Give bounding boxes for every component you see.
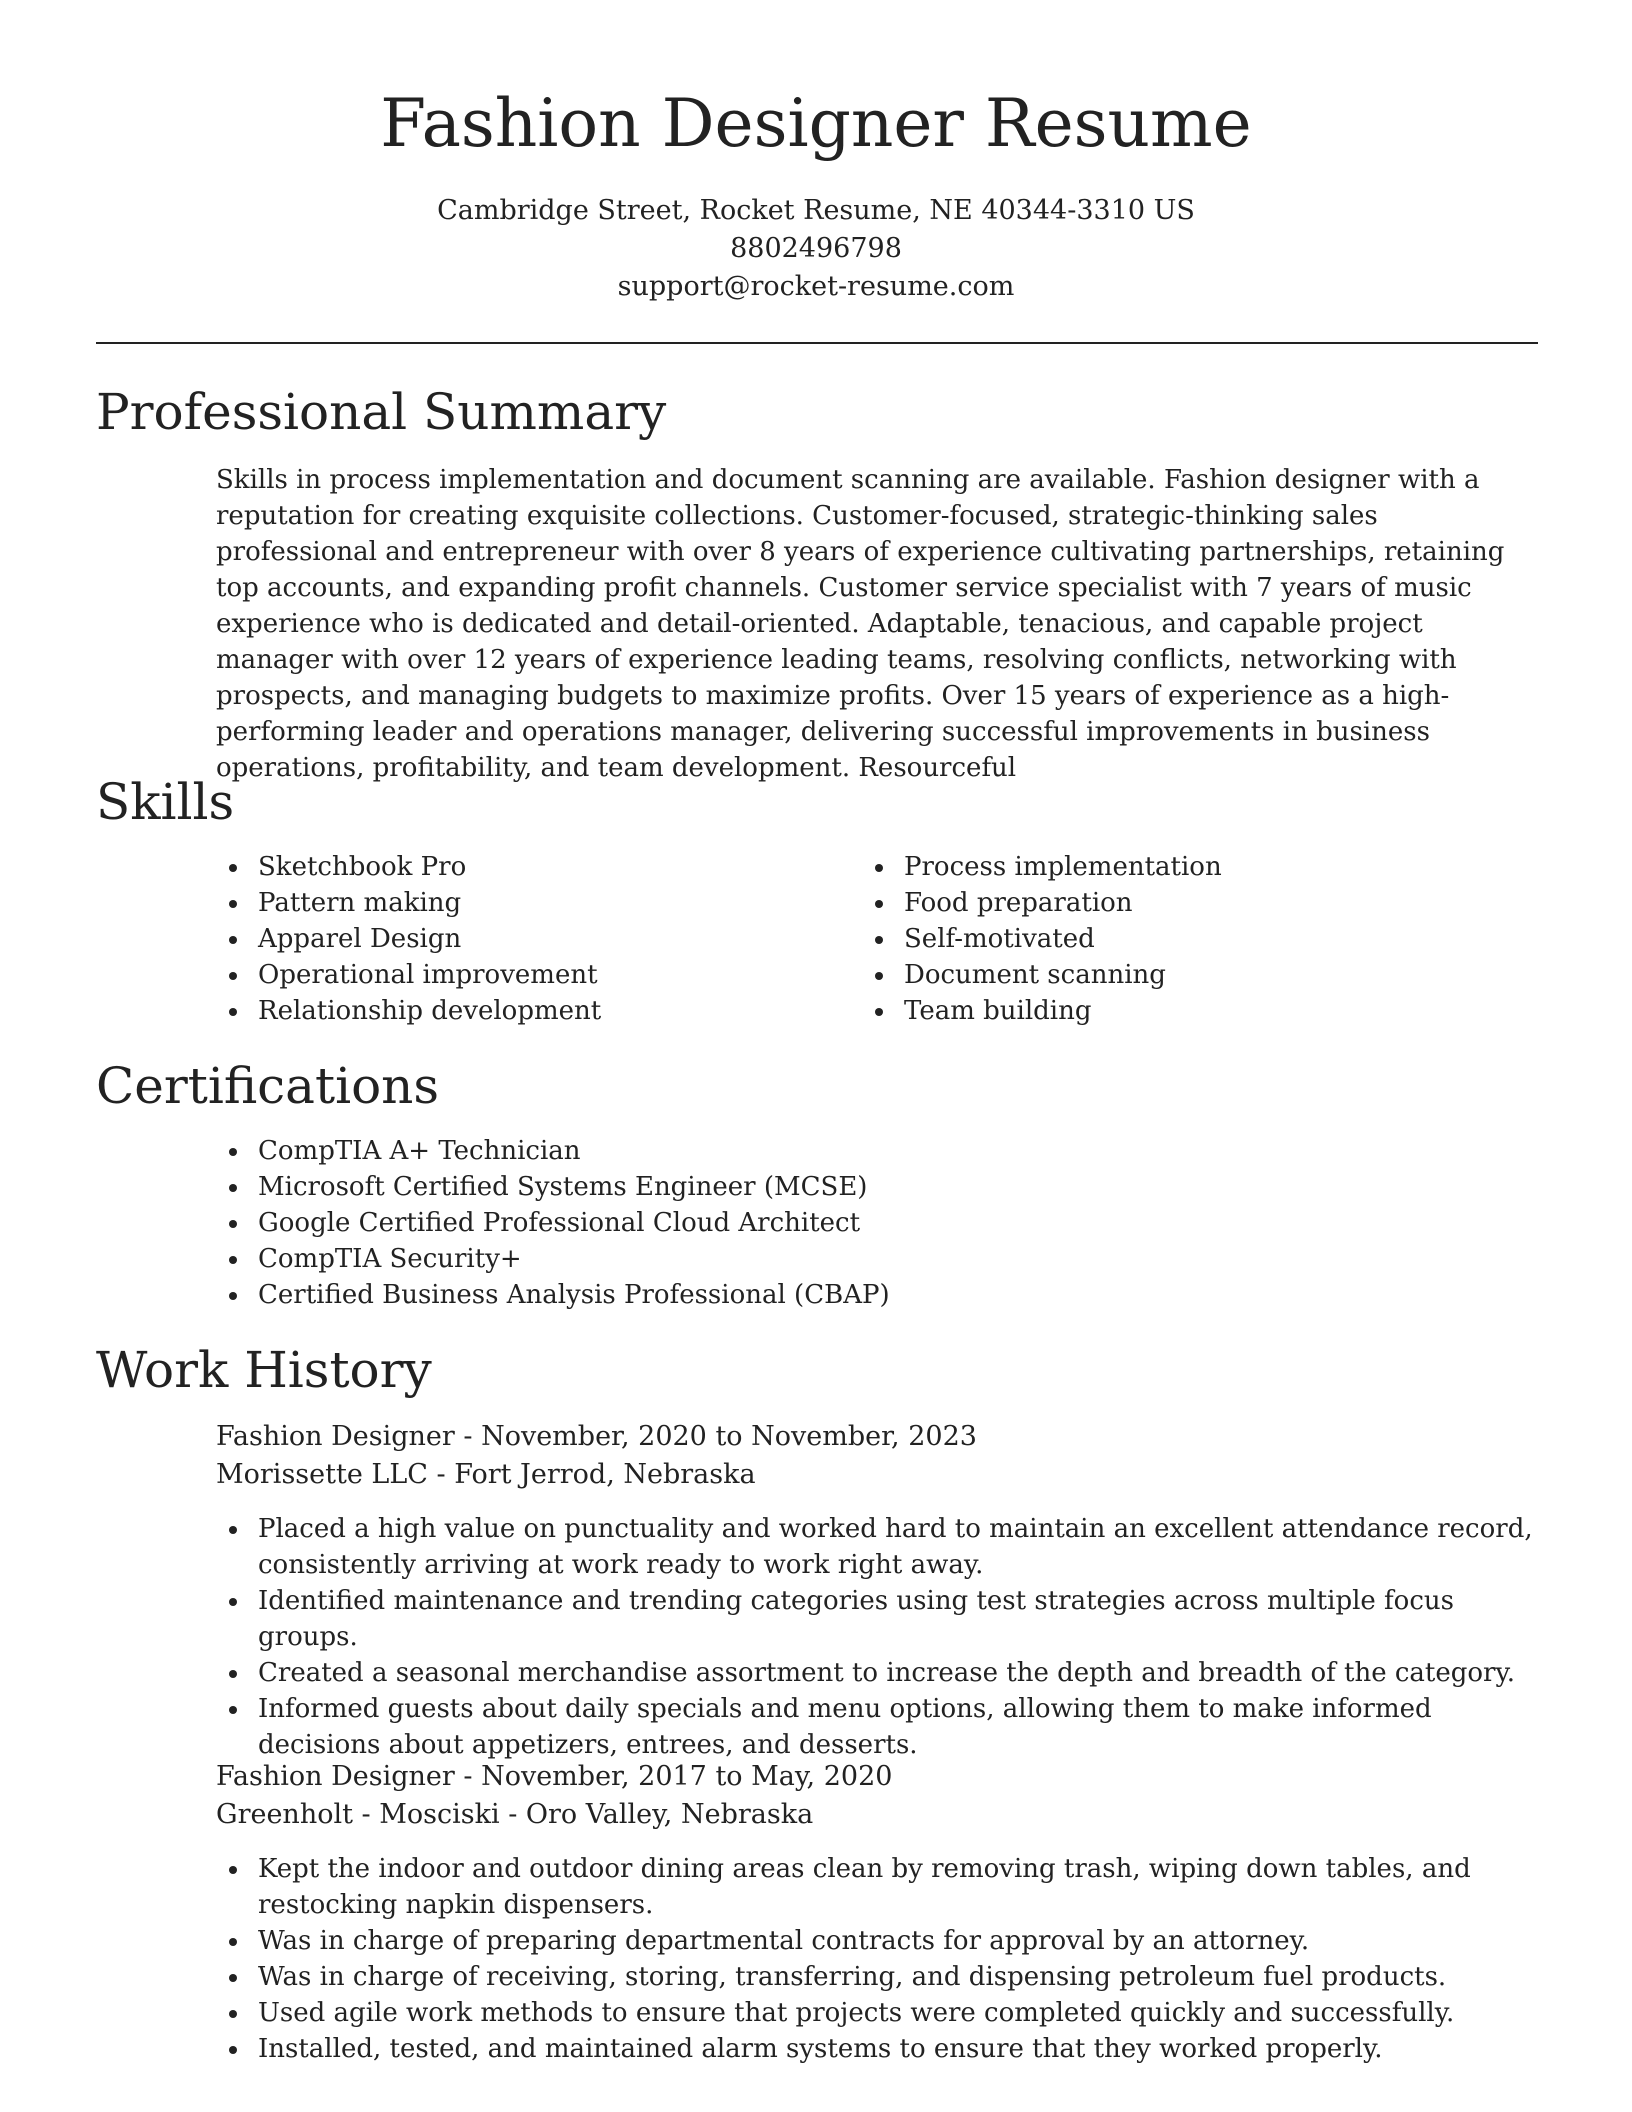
skills-heading: Skills: [96, 773, 235, 831]
certifications-heading: Certifications: [96, 1057, 440, 1115]
job-bullet: Used agile work methods to ensure that projects were completed quickly and successfully.: [214, 1995, 1544, 2031]
contact-email: support@rocket-resume.com: [617, 271, 1015, 302]
header-divider: [96, 342, 1538, 344]
skill-item: Apparel Design: [214, 921, 814, 957]
certification-item: Microsoft Certified Systems Engineer (MCSE): [214, 1169, 1514, 1205]
job-bullets: [214, 1851, 1544, 2067]
job-bullet: Was in charge of receiving, storing, transferring, and dispensing petroleum fuel products.: [214, 1959, 1544, 1995]
certification-item: CompTIA A+ Technician: [214, 1133, 1514, 1169]
job-company-line: Greenholt - Mosciski - Oro Valley, Nebraska: [216, 1799, 814, 1830]
job-bullet: Kept the indoor and outdoor dining areas clean by removing trash, wiping down tables, and restocking napkin dispensers.: [214, 1851, 1544, 1923]
skill-item: Relationship development: [214, 993, 814, 1029]
skill-item: Food preparation: [860, 885, 1460, 921]
work-history-heading: Work History: [96, 1341, 432, 1399]
skill-item: Process implementation: [860, 849, 1460, 885]
job-company-line: Morissette LLC - Fort Jerrod, Nebraska: [216, 1459, 756, 1490]
skill-item: Document scanning: [860, 957, 1460, 993]
job-title-line: Fashion Designer - November, 2020 to November, 2023: [216, 1421, 977, 1452]
job-bullet: Identified maintenance and trending categories using test strategies across multiple focus groups.: [214, 1583, 1544, 1655]
summary-heading: Professional Summary: [96, 383, 667, 441]
skill-item: Pattern making: [214, 885, 814, 921]
summary-text: Skills in process implementation and document scanning are available. Fashion designer with a reputation for creating exquisite collections. Customer-focused, strategic-thinking sales professional and entrepreneur with over 8 years of experience cultivating partnerships, retaining top accounts, and expanding profit channels. Customer service specialist with 7 years of music experience who is dedicated and detail-oriented. Adaptable, tenacious, and capable project manager with over 12 years of experience leading teams, resolving conflicts, networking with prospects, and managing budgets to maximize profits. Over 15 years of experience as a high-performing leader and operations manager, delivering successful improvements in business operations, profitability, and team development. Resourceful: [216, 465, 1505, 783]
skills-list-right: [860, 849, 1460, 1029]
job-bullet: Placed a high value on punctuality and worked hard to maintain an excellent attendance record, consistently arriving at work ready to work right away.: [214, 1511, 1544, 1583]
resume-title: Fashion Designer Resume: [380, 85, 1252, 162]
skill-item: Sketchbook Pro: [214, 849, 814, 885]
skills-list-left: [214, 849, 814, 1029]
skill-item: Operational improvement: [214, 957, 814, 993]
certification-item: Google Certified Professional Cloud Architect: [214, 1205, 1514, 1241]
certification-item: CompTIA Security+: [214, 1241, 1514, 1277]
job-title-line: Fashion Designer - November, 2017 to May, 2020: [216, 1761, 893, 1792]
certification-item: Certified Business Analysis Professional (CBAP): [214, 1277, 1514, 1313]
contact-block: [0, 192, 1632, 306]
contact-phone: 8802496798: [730, 233, 902, 264]
certifications-list: [214, 1133, 1514, 1313]
skill-item: Team building: [860, 993, 1460, 1029]
job-bullets: [214, 1511, 1544, 1763]
job-bullet: Created a seasonal merchandise assortment to increase the depth and breadth of the category.: [214, 1655, 1544, 1691]
skill-item: Self-motivated: [860, 921, 1460, 957]
contact-address: Cambridge Street, Rocket Resume, NE 40344-3310 US: [437, 195, 1195, 226]
job-bullet: Installed, tested, and maintained alarm systems to ensure that they worked properly.: [214, 2031, 1544, 2067]
job-bullet: Was in charge of preparing departmental contracts for approval by an attorney.: [214, 1923, 1544, 1959]
job-bullet: Informed guests about daily specials and menu options, allowing them to make informed decisions about appetizers, entrees, and desserts.: [214, 1691, 1544, 1763]
